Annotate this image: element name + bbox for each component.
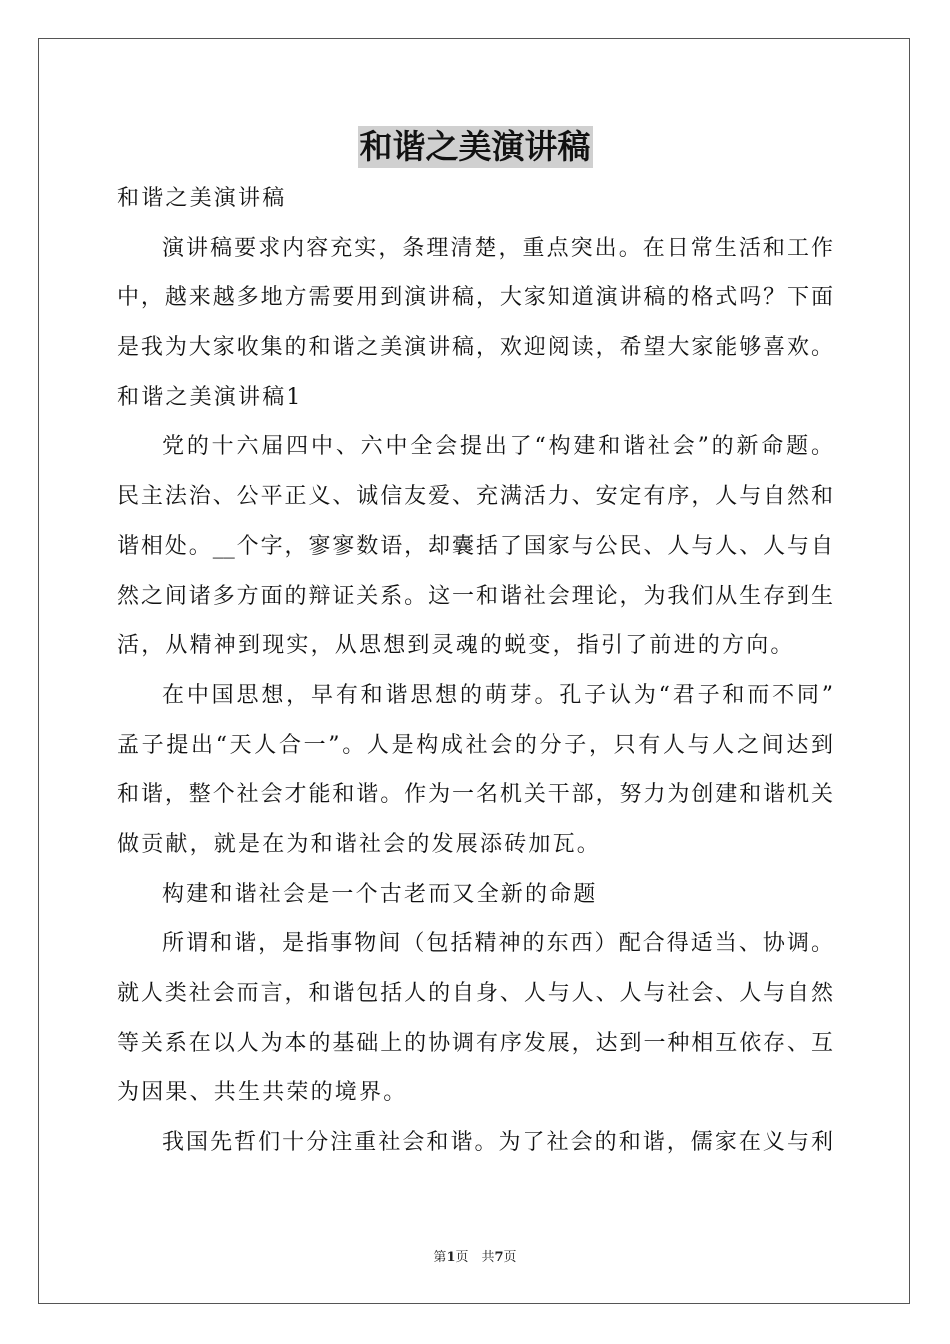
footer-mid: 页 共 <box>455 1250 495 1265</box>
footer-page-current: 1 <box>446 1250 456 1265</box>
body-line: 中，越来越多地方需要用到演讲稿，大家知道演讲稿的格式吗？下面 <box>117 285 833 311</box>
body-line-subtitle: 和谐之美演讲稿 <box>117 186 287 211</box>
body-line: 党的十六届四中、六中全会提出了“构建和谐社会”的新命题。 <box>162 434 833 460</box>
body-line: 为因果、共生共荣的境界。 <box>117 1080 408 1106</box>
title-container <box>0 126 950 168</box>
body-line: 然之间诸多方面的辩证关系。这一和谐社会理论，为我们从生存到生 <box>117 583 833 609</box>
body-line: 演讲稿要求内容充实，条理清楚，重点突出。在日常生活和工作 <box>162 235 833 261</box>
body-line: 构建和谐社会是一个古老而又全新的命题 <box>162 881 598 907</box>
footer-page-total: 7 <box>494 1250 504 1265</box>
section-heading: 和谐之美演讲稿1 <box>117 384 303 410</box>
page-footer <box>0 1246 950 1265</box>
body-line: 孟子提出“天人合一”。人是构成社会的分子，只有人与人之间达到 <box>117 732 833 758</box>
footer-prefix: 第 <box>433 1250 447 1265</box>
body-line: 我国先哲们十分注重社会和谐。为了社会的和谐，儒家在义与利 <box>162 1130 833 1156</box>
body-line: 做贡献，就是在为和谐社会的发展添砖加瓦。 <box>117 831 602 857</box>
body-line: 活，从精神到现实，从思想到灵魂的蜕变，指引了前进的方向。 <box>117 633 795 659</box>
document-body <box>117 174 833 1168</box>
document-title: 和谐之美演讲稿 <box>359 127 591 166</box>
body-line: 谐相处。__个字，寥寥数语，却囊括了国家与公民、人与人、人与自 <box>117 533 833 559</box>
body-line: 就人类社会而言，和谐包括人的自身、人与人、人与社会、人与自然 <box>117 981 833 1006</box>
body-line: 在中国思想，早有和谐思想的萌芽。孔子认为“君子和而不同” <box>162 682 833 708</box>
body-line: 等关系在以人为本的基础上的协调有序发展，达到一种相互依存、互 <box>117 1030 833 1056</box>
body-line: 所谓和谐，是指事物间（包括精神的东西）配合得适当、协调。 <box>162 931 833 957</box>
footer-suffix: 页 <box>503 1250 517 1265</box>
body-line: 和谐，整个社会才能和谐。作为一名机关干部，努力为创建和谐机关 <box>117 782 833 808</box>
body-line: 民主法治、公平正义、诚信友爱、充满活力、安定有序，人与自然和 <box>117 484 833 510</box>
body-line: 是我为大家收集的和谐之美演讲稿，欢迎阅读，希望大家能够喜欢。 <box>117 335 833 361</box>
